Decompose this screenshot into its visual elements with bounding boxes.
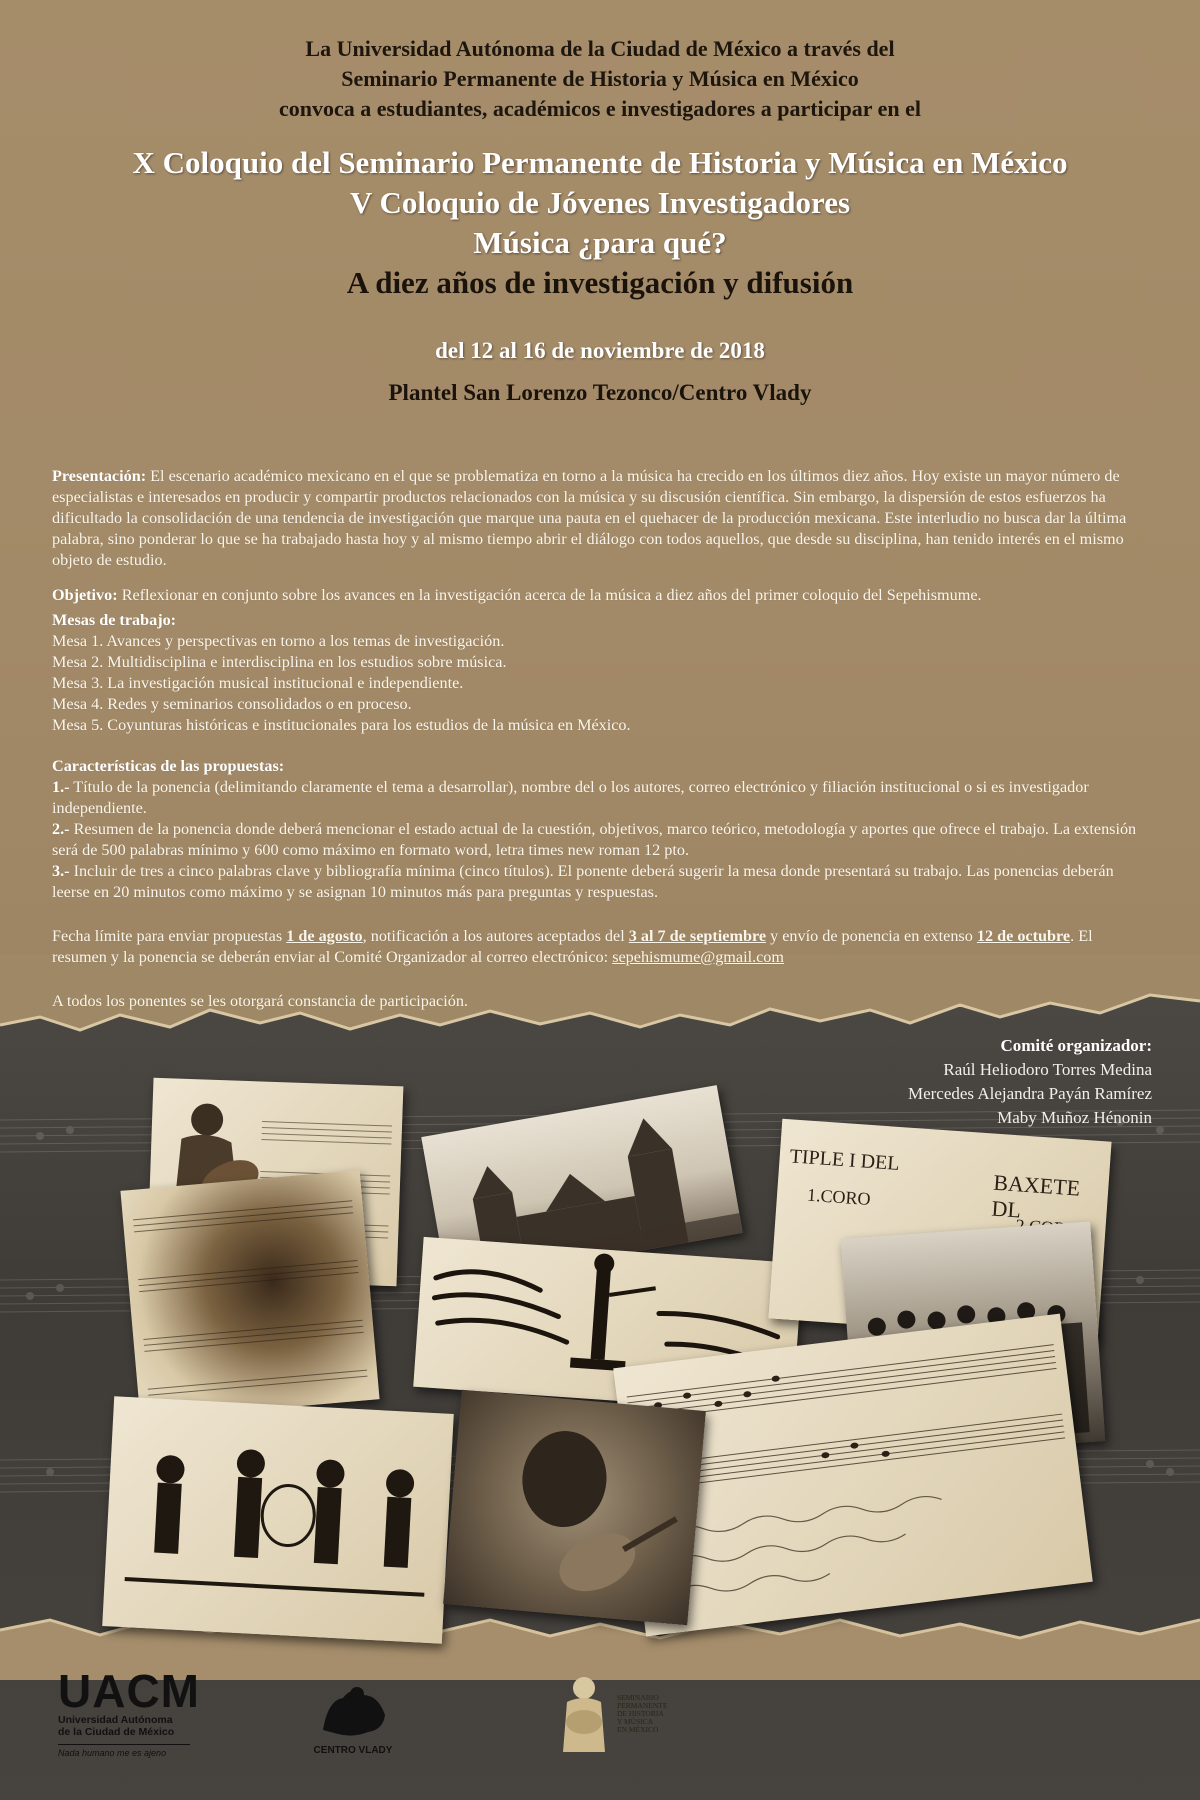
requirement-number: 2.- — [52, 820, 70, 838]
collage-lute-player-painting — [443, 1390, 706, 1626]
collage-burnt-score — [120, 1170, 379, 1420]
convocation-line: convoca a estudiantes, académicos e investigadores a participar en el — [278, 96, 922, 121]
deadlines-section — [52, 926, 1150, 968]
objective-label: Objetivo: — [52, 586, 118, 604]
certificate-note: A todos los ponentes se les otorgará constancia de participación. — [52, 992, 468, 1010]
manuscript-label: 1.CORO — [806, 1184, 872, 1210]
requirement-text: Título de la ponencia (delimitando claramente el tema a desarrollar), nombre del o los autores, correo electrónico y filiación institucional o si es investigador independiente. — [52, 778, 1089, 817]
collage-caricature-drawing — [102, 1396, 454, 1643]
centro-vlady-logo[interactable] — [313, 1680, 393, 1756]
committee-member: Maby Muñoz Hénonin — [997, 1108, 1152, 1127]
committee-member: Raúl Heliodoro Torres Medina — [943, 1060, 1152, 1079]
event-title-subtitle: A diez años de investigación y difusión — [346, 265, 854, 300]
deadline-text: . El resumen y la ponencia se deberán enviar al Comité Organizador al correo electrónico: — [52, 927, 1093, 966]
presentation-label: Presentación: — [52, 467, 147, 485]
deadline-text: y envío de ponencia en extenso — [766, 927, 977, 945]
requirement-text: Incluir de tres a cinco palabras clave y bibliografía mínima (cinco títulos). El ponente deberá sugerir la mesa donde presentará su trabajo. Las ponencias deberán leerse en 20 minutos como máximo y se asignan 10 minutos más para preguntas y respuestas. — [52, 862, 1114, 901]
objective-section — [52, 585, 1150, 606]
convocation-text — [0, 34, 1200, 124]
deadline-date: 3 al 7 de septiembre — [628, 927, 767, 945]
work-table-item: Mesa 5. Coyunturas históricas e institucionales para los estudios de la música en México. — [52, 716, 631, 734]
work-table-item: Mesa 3. La investigación musical institucional e independiente. — [52, 674, 464, 692]
centro-vlady-icon — [313, 1680, 393, 1740]
requirement-item — [52, 777, 1150, 819]
seminario-figure-icon — [553, 1672, 615, 1762]
work-table-item: Mesa 2. Multidisciplina e interdisciplina en los estudios sobre música. — [52, 653, 507, 671]
requirement-text: Resumen de la ponencia donde deberá mencionar el estado actual de la cuestión, objetivos, marco teórico, metodología y aportes que ofrece el trabajo. La extensión será de 500 palabras mínimo y 600 como máximo en formato word, letra times new roman 12 pto. — [52, 820, 1137, 859]
convocation-line: La Universidad Autónoma de la Ciudad de México a través del — [305, 36, 895, 61]
uacm-logo[interactable] — [58, 1665, 200, 1758]
seminario-logo-line: EN MÉXICO — [617, 1725, 659, 1734]
seminario-logo-text — [617, 1694, 667, 1734]
objective-text: Reflexionar en conjunto sobre los avances en la investigación acerca de la música a diez años del primer coloquio del Sepehismume. — [121, 586, 982, 604]
event-titles — [0, 143, 1200, 303]
manuscript-label: BAXETE DL — [990, 1169, 1081, 1223]
presentation-section — [52, 466, 1150, 571]
event-title-theme: Música ¿para qué? — [473, 225, 727, 260]
requirement-number: 1.- — [52, 778, 70, 796]
event-title-main: X Coloquio del Seminario Permanente de Historia y Música en México — [132, 145, 1068, 180]
seminario-logo[interactable] — [553, 1672, 673, 1767]
event-venue: Plantel San Lorenzo Tezonco/Centro Vlady — [388, 380, 812, 405]
work-tables-section — [52, 610, 1150, 736]
deadline-date: 1 de agosto — [286, 927, 363, 945]
requirement-number: 3.- — [52, 862, 70, 880]
manuscript-label: TIPLE I DEL — [789, 1145, 901, 1175]
uacm-logo-subtitle: Universidad Autónoma — [58, 1714, 173, 1726]
requirement-item — [52, 861, 1150, 903]
requirement-item — [52, 819, 1150, 861]
event-title-secondary: V Coloquio de Jóvenes Investigadores — [349, 185, 851, 220]
uacm-logo-subtitle: de la Ciudad de México — [58, 1726, 175, 1738]
event-date: del 12 al 16 de noviembre de 2018 — [435, 338, 765, 363]
contact-email-link[interactable]: sepehismume@gmail.com — [612, 948, 784, 966]
deadline-text: Fecha límite para enviar propuestas — [52, 927, 287, 945]
committee-label: Comité organizador: — [1000, 1036, 1152, 1055]
convocation-line: Seminario Permanente de Historia y Música en México — [341, 66, 859, 91]
centro-vlady-label: CENTRO VLADY — [313, 1745, 393, 1756]
uacm-tagline: Nada humano me es ajeno — [58, 1744, 190, 1758]
work-table-item: Mesa 4. Redes y seminarios consolidados o en proceso. — [52, 695, 412, 713]
work-table-item: Mesa 1. Avances y perspectivas en torno a los temas de investigación. — [52, 632, 505, 650]
seminario-logo-line: SEMINARIO — [617, 1693, 659, 1702]
proposal-requirements-section — [52, 756, 1150, 903]
seminario-logo-line: DE HISTORIA — [617, 1709, 664, 1718]
deadline-date: 12 de octubre — [976, 927, 1071, 945]
work-tables-label: Mesas de trabajo: — [52, 611, 177, 629]
uacm-logo-text: UACM — [58, 1665, 200, 1717]
committee-member: Mercedes Alejandra Payán Ramírez — [907, 1084, 1152, 1103]
seminario-logo-line: Y MÚSICA — [617, 1717, 654, 1726]
deadline-text: , notificación a los autores aceptados del — [362, 927, 629, 945]
logos-bar — [0, 1660, 1200, 1800]
presentation-text: El escenario académico mexicano en el que se problematiza en torno a la música ha crecido en los últimos diez años. Hoy existe un mayor número de especialistas e interesados en producir y compartir productos relacionados con la música y su discusión científica. Sin embargo, la dispersión de estos esfuerzos ha dificultado la consolidación de una tendencia de investigación que marque una pauta en el quehacer de la producción mexicana. Este interludio no busca dar la última palabra, sino ponderar lo que se ha trabajado hasta hoy y al mismo tiempo abrir el diálogo con todos aquellos, que desde su disciplina, han tenido interés en el mismo objeto de estudio. — [52, 467, 1127, 569]
seminario-logo-line: PERMANENTE — [617, 1701, 668, 1710]
requirements-label: Características de las propuestas: — [52, 757, 285, 775]
